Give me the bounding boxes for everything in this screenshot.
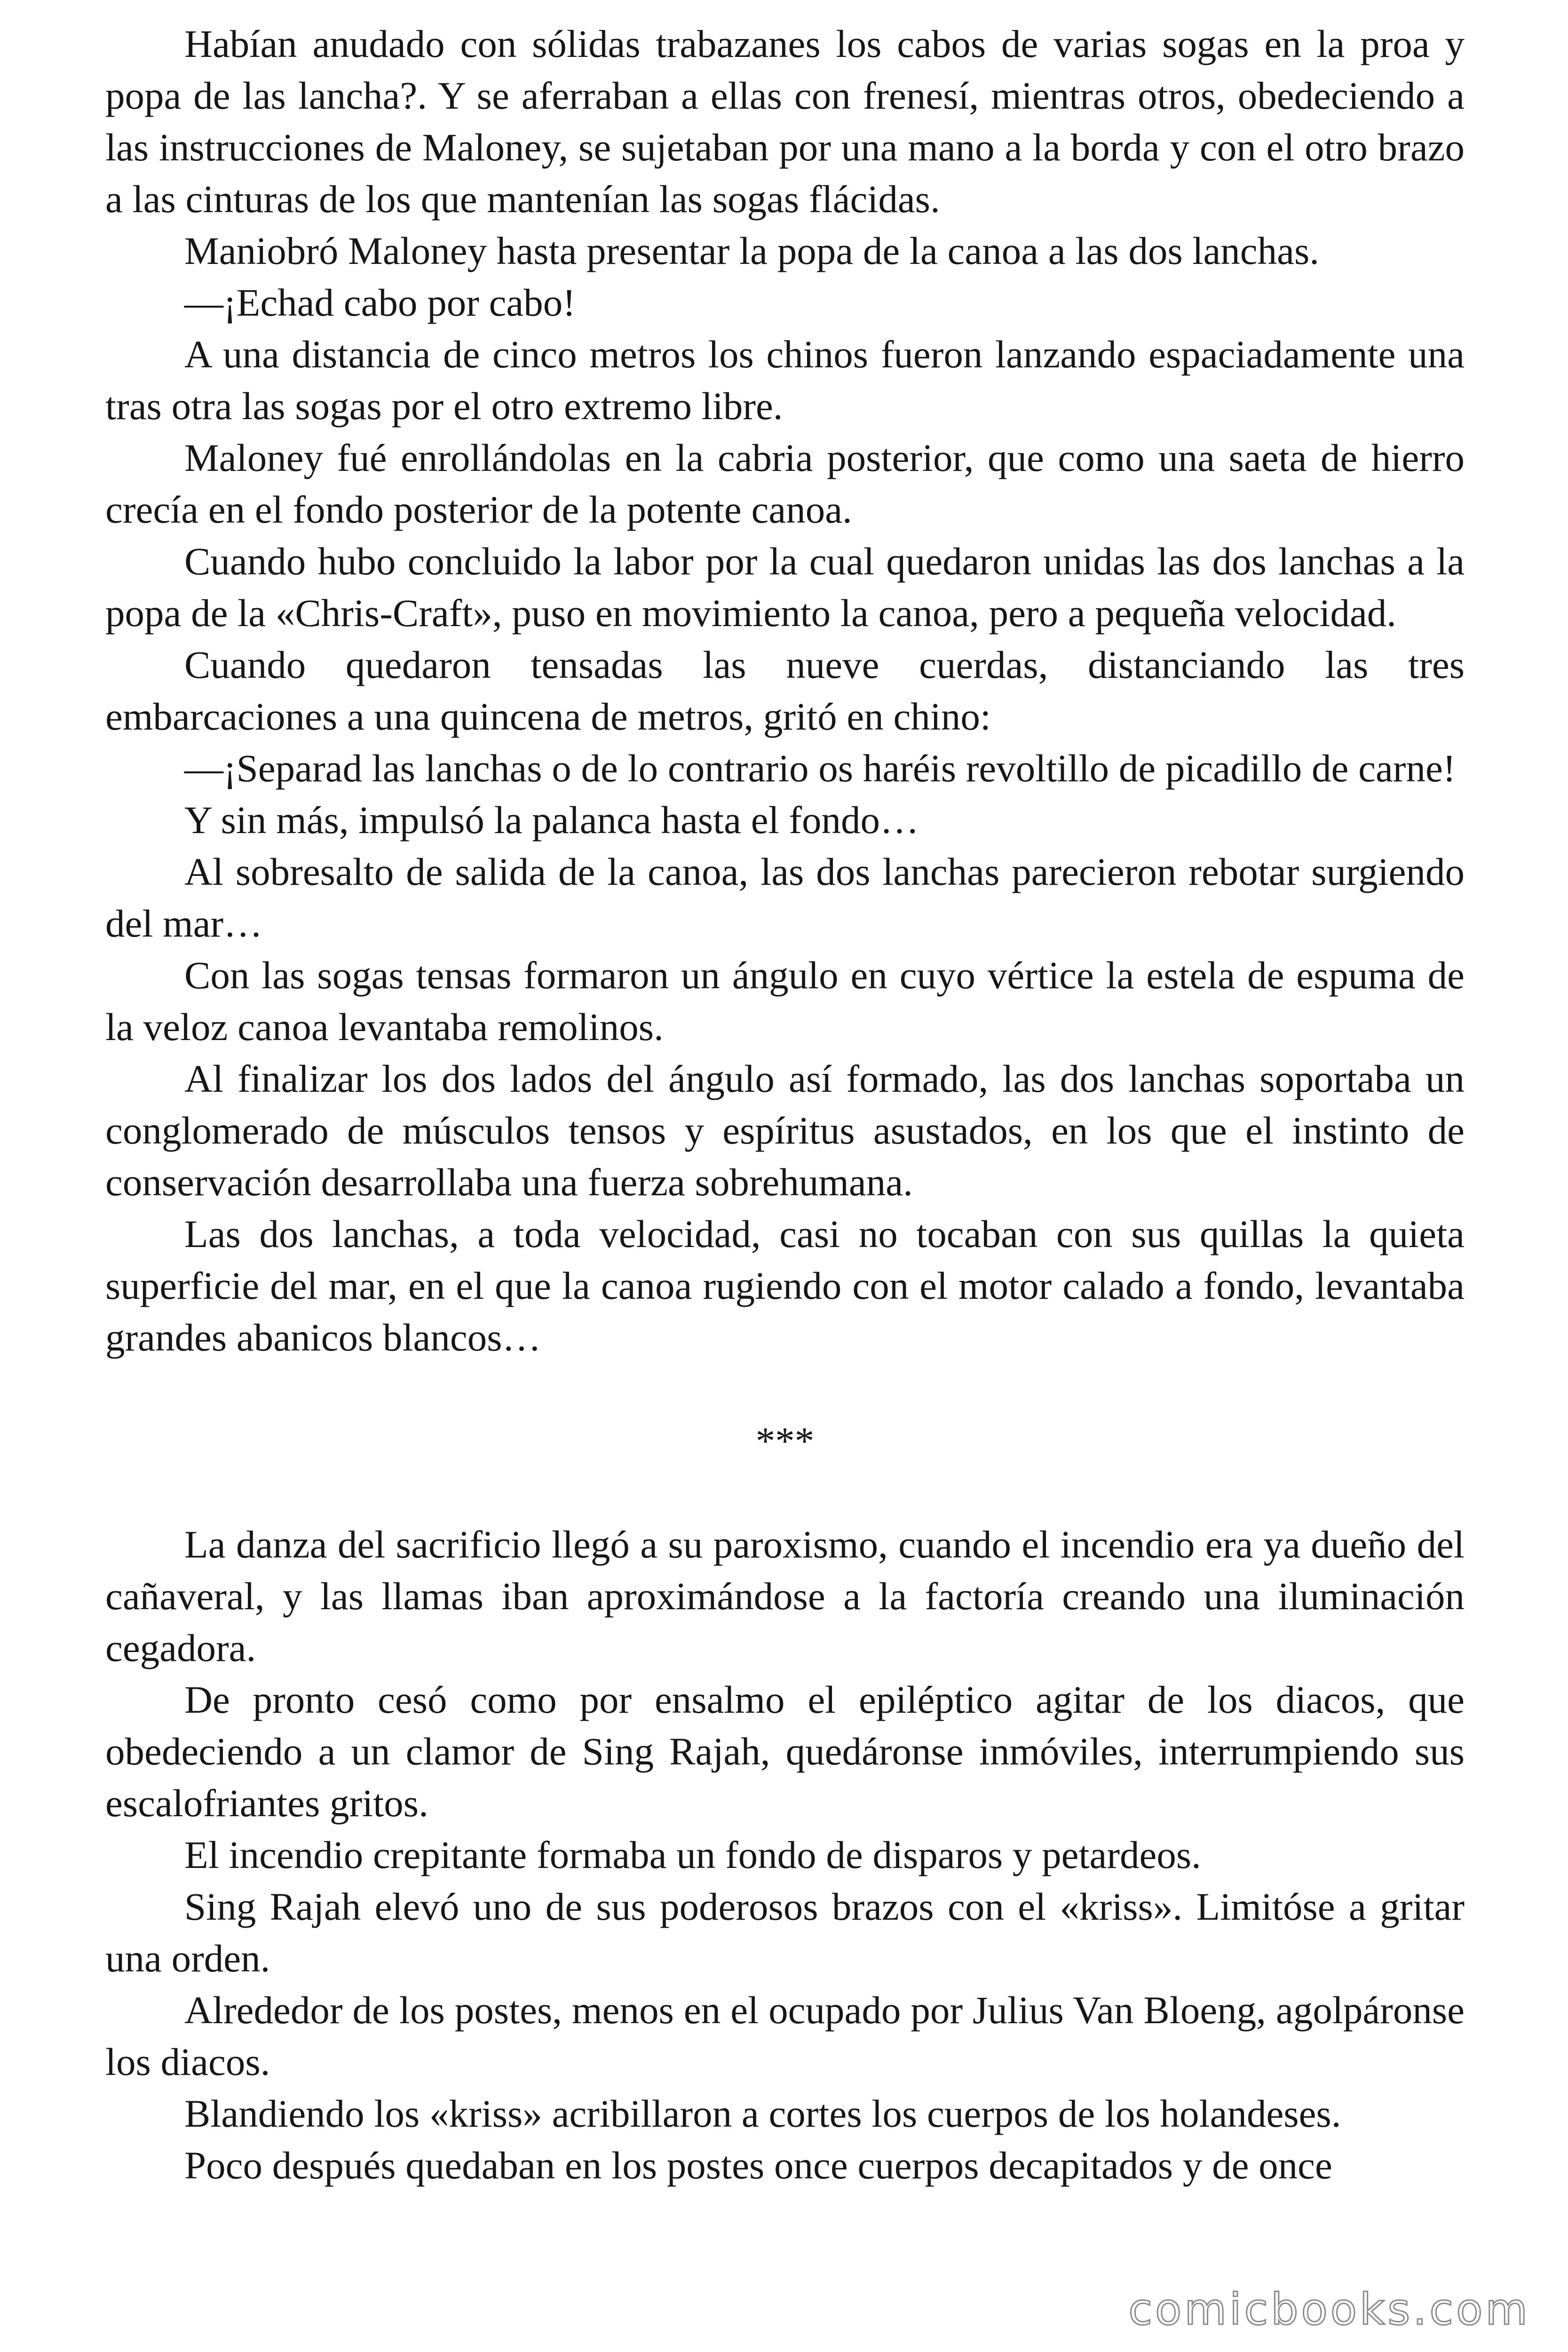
paragraph: Con las sogas tensas formaron un ángulo en cuyo vértice la estela de espuma de la veloz canoa levantaba remolinos. bbox=[105, 954, 1465, 1049]
paragraph: De pronto cesó como por ensalmo el epiléptico agitar de los diacos, que obedeciendo a un clamor de Sing Rajah, quedáronse inmóviles, interrumpiendo sus escalofriantes gritos. bbox=[105, 1678, 1465, 1825]
section-separator: *** bbox=[755, 1419, 815, 1462]
paragraph: Blandiendo los «kriss» acribillaron a cortes los cuerpos de los holandeses. bbox=[184, 2092, 1341, 2135]
paragraph: Al sobresalto de salida de la canoa, las dos lanchas parecieron rebotar surgiendo del mar… bbox=[105, 850, 1465, 945]
paragraph: Las dos lanchas, a toda velocidad, casi no tocaban con sus quillas la quieta superficie del mar, en el que la canoa rugiendo con el motor calado a fondo, levantaba grandes abanicos blancos… bbox=[105, 1212, 1465, 1359]
paragraph: Poco después quedaban en los postes once cuerpos decapitados y de once bbox=[184, 2144, 1332, 2187]
paragraph: El incendio crepitante formaba un fondo de disparos y petardeos. bbox=[184, 1833, 1201, 1876]
watermark: comicbooks.com bbox=[1128, 2284, 1530, 2335]
paragraph: Y sin más, impulsó la palanca hasta el fondo… bbox=[184, 798, 919, 842]
book-page bbox=[105, 18, 1465, 2337]
paragraph: Cuando quedaron tensadas las nueve cuerdas, distanciando las tres embarcaciones a una quincena de metros, gritó en chino: bbox=[105, 643, 1465, 738]
paragraph: —¡Echad cabo por cabo! bbox=[184, 281, 576, 324]
paragraph: —¡Separad las lanchas o de lo contrario os haréis revoltillo de picadillo de carne! bbox=[184, 747, 1456, 790]
paragraph: Cuando hubo concluido la labor por la cual quedaron unidas las dos lanchas a la popa de la «Chris-Craft», puso en movimiento la canoa, pero a pequeña velocidad. bbox=[105, 540, 1465, 635]
paragraph: Maloney fué enrollándolas en la cabria posterior, que como una saeta de hierro crecía en el fondo posterior de la potente canoa. bbox=[105, 436, 1465, 531]
paragraph: A una distancia de cinco metros los chinos fueron lanzando espaciadamente una tras otra las sogas por el otro extremo libre. bbox=[105, 333, 1465, 428]
paragraph: Sing Rajah elevó uno de sus poderosos brazos con el «kriss». Limitóse a gritar una orden. bbox=[105, 1885, 1465, 1980]
paragraph: La danza del sacrificio llegó a su paroxismo, cuando el incendio era ya dueño del cañaveral, y las llamas iban aproximándose a la factoría creando una iluminación cegadora. bbox=[105, 1523, 1465, 1669]
paragraph: Al finalizar los dos lados del ángulo así formado, las dos lanchas soportaba un conglomerado de músculos tensos y espíritus asustados, en los que el instinto de conservación desarrollaba una fuerza sobrehumana. bbox=[105, 1057, 1465, 1204]
paragraph: Habían anudado con sólidas trabazanes los cabos de varias sogas en la proa y popa de las lancha?. Y se aferraban a ellas con frenesí, mientras otros, obedeciendo a las instrucciones de Maloney, se sujetaban por una mano a la borda y con el otro brazo a las cinturas de los que mantenían las sogas flácidas. bbox=[105, 22, 1465, 221]
paragraph: Alrededor de los postes, menos en el ocupado por Julius Van Bloeng, agolpáronse los diacos. bbox=[105, 1988, 1465, 2083]
paragraph: Maniobró Maloney hasta presentar la popa de la canoa a las dos lanchas. bbox=[184, 229, 1320, 272]
